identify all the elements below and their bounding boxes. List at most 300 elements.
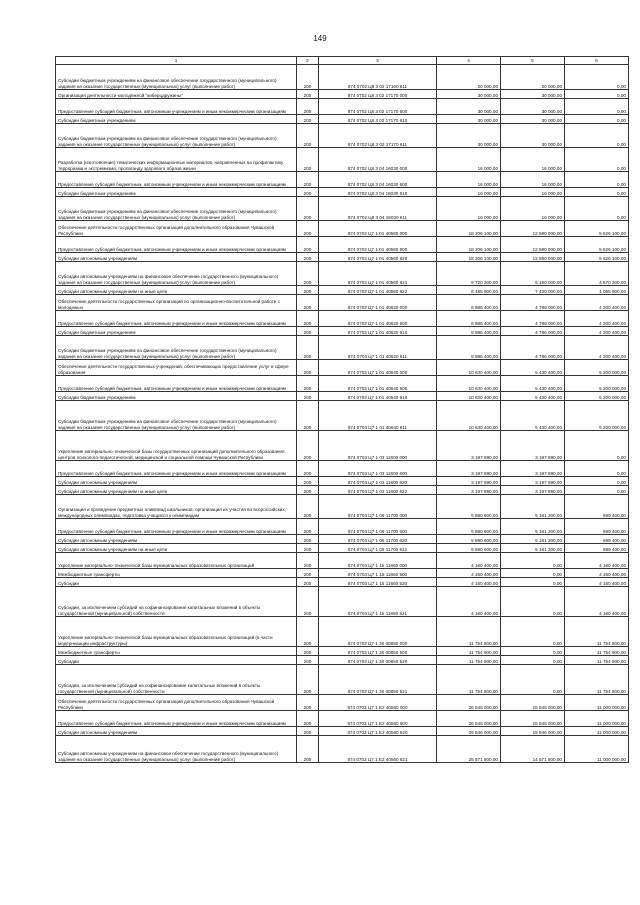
row-name-cell: Разработка (изготовление) тематических информационных материалов, направленных на профилактику терроризма и экстремизма, пропаганду здорового образа жизни	[56, 148, 297, 172]
row-name-cell: Субсидии автономным учреждениям на иные цели	[56, 286, 297, 295]
row-value1-cell: 4 160 400,00	[437, 569, 501, 578]
row-value2-cell: 4 786 000,00	[501, 295, 565, 311]
row-value3-cell: 11 000 000,00	[565, 695, 629, 711]
row-value1-cell: 30 000,00	[437, 90, 501, 99]
row-value1-cell: 10 630 400,00	[437, 360, 501, 376]
row-value1-cell: 10 630 400,00	[437, 401, 501, 431]
row-value2-cell: 3 197 690,00	[501, 486, 565, 495]
row-value3-cell: 0,00	[565, 188, 629, 197]
row-value3-cell: 4 160 400,00	[565, 578, 629, 587]
row-col2-cell: 200	[297, 99, 319, 115]
row-col2-cell: 200	[297, 477, 319, 486]
row-code-cell: 874 0703 Ц7 1 03 11600 600	[319, 461, 437, 477]
table-row	[56, 486, 629, 495]
row-code-cell: 874 0703 Ц7 1 03 11600 620	[319, 477, 437, 486]
row-col2-cell: 200	[297, 711, 319, 727]
row-value2-cell: 4 786 000,00	[501, 311, 565, 327]
row-col2-cell: 200	[297, 736, 319, 763]
row-value2-cell: 0,00	[501, 617, 565, 647]
row-col2-cell: 200	[297, 172, 319, 188]
table-row	[56, 495, 629, 519]
row-value2-cell: 5 150 000,00	[501, 262, 565, 286]
row-value1-cell: 5 880 600,00	[437, 519, 501, 535]
row-code-cell: 874 0702 Ц8 3 04 16030 600	[319, 172, 437, 188]
table-row	[56, 90, 629, 99]
row-value3-cell: 0,00	[565, 65, 629, 90]
row-value3-cell: 0,00	[565, 461, 629, 477]
row-col2-cell: 200	[297, 431, 319, 461]
row-code-cell: 874 0703 Ц7 1 06 11700 600	[319, 519, 437, 535]
row-value2-cell: 5 181 200,00	[501, 519, 565, 535]
row-name-cell: Обеспечение деятельности государственных организаций по организационно-воспитательной работе с молодежью	[56, 295, 297, 311]
table-row	[56, 360, 629, 376]
row-col2-cell: 200	[297, 295, 319, 311]
row-code-cell: 874 0703 Ц7 1 15 11660 500	[319, 569, 437, 578]
row-col2-cell: 200	[297, 237, 319, 253]
table-row	[56, 237, 629, 253]
row-code-cell: 874 0702 Ц8 3 02 17170 610	[319, 115, 437, 124]
row-col2-cell: 200	[297, 695, 319, 711]
row-code-cell: 874 0703 Ц7 1 01 40640 610	[319, 392, 437, 401]
row-value1-cell: 25 571 800,00	[437, 736, 501, 763]
row-value3-cell: 4 200 400,00	[565, 327, 629, 336]
row-name-cell: Предоставление субсидий бюджетным, автономным учреждениям и иным некоммерческим организациям	[56, 376, 297, 392]
row-name-cell: Субсидии автономным учреждениям на иные цели	[56, 486, 297, 495]
row-value1-cell: 11 754 600,00	[437, 656, 501, 665]
row-value2-cell: 16 000,00	[501, 188, 565, 197]
row-code-cell: 874 0703 Ц7 1 01 40620 611	[319, 336, 437, 360]
row-value2-cell: 4 786 000,00	[501, 327, 565, 336]
row-code-cell: 874 0702 Ц8 3 04 16030 000	[319, 148, 437, 172]
row-value2-cell: 3 197 690,00	[501, 431, 565, 461]
row-value3-cell: 0,00	[565, 115, 629, 124]
row-value3-cell: 11 754 600,00	[565, 665, 629, 695]
row-value2-cell: 16 000,00	[501, 197, 565, 221]
row-code-cell: 874 0703 Ц7 1 01 40640 611	[319, 401, 437, 431]
row-value3-cell: 11 754 600,00	[565, 617, 629, 647]
row-name-cell: Субсидии, за исключением субсидий на софинансирование капитальных вложений в объекты государственной (муниципальной) собственности	[56, 587, 297, 617]
row-value3-cell: 11 000 000,00	[565, 727, 629, 736]
row-name-cell: Укрепление материально-технической базы государственных организаций дополнительного образования, центров психолого-педагогической, медицинской и социальной помощи Чувашской Республики	[56, 431, 297, 461]
row-col2-cell: 200	[297, 90, 319, 99]
row-value1-cell: 26 846 000,00	[437, 711, 501, 727]
row-value2-cell: 5 430 400,00	[501, 360, 565, 376]
row-value1-cell: 5 880 600,00	[437, 535, 501, 544]
table-row	[56, 262, 629, 286]
row-code-cell: 874 0703 Ц7 1 Е2 40560 621	[319, 736, 437, 763]
table-row	[56, 569, 629, 578]
row-code-cell: 874 0703 Ц7 1 30 00850 000	[319, 617, 437, 647]
row-code-cell: 874 0703 Ц7 1 30 00850 500	[319, 647, 437, 656]
row-name-cell: Субсидии бюджетным учреждениям	[56, 327, 297, 336]
table-row	[56, 544, 629, 553]
row-name-cell: Обеспечение деятельности государственных учреждений, обеспечивающих предоставление услуг в сфере образования	[56, 360, 297, 376]
row-col2-cell: 200	[297, 401, 319, 431]
table-row	[56, 392, 629, 401]
row-col2-cell: 200	[297, 188, 319, 197]
header-cell: 6	[565, 57, 629, 65]
row-value2-cell: 12 580 000,00	[501, 237, 565, 253]
row-value1-cell: 8 986 400,00	[437, 311, 501, 327]
row-name-cell: Укрепление материально-технической базы муниципальных образовательных организаций (в части модернизации инфраструктуры)	[56, 617, 297, 647]
row-col2-cell: 200	[297, 148, 319, 172]
row-col2-cell: 200	[297, 569, 319, 578]
row-value2-cell: 12 580 000,00	[501, 253, 565, 262]
row-code-cell: 874 0703 Ц7 1 01 40620 000	[319, 295, 437, 311]
row-col2-cell: 200	[297, 617, 319, 647]
row-value2-cell: 0,00	[501, 587, 565, 617]
table-row	[56, 172, 629, 188]
row-col2-cell: 200	[297, 587, 319, 617]
row-code-cell: 874 0702 Ц8 3 04 16030 610	[319, 188, 437, 197]
table-row	[56, 711, 629, 727]
row-name-cell: Субсидии автономным учреждениям	[56, 727, 297, 736]
row-code-cell: 874 0703 Ц7 1 Е2 40560 620	[319, 727, 437, 736]
row-code-cell: 874 0703 Ц7 1 15 11660 521	[319, 587, 437, 617]
row-value2-cell: 30 000,00	[501, 115, 565, 124]
row-name-cell: Предоставление субсидий бюджетным, автономным учреждениям и иным некоммерческим организациям	[56, 461, 297, 477]
row-value3-cell: 0,00	[565, 99, 629, 115]
row-name-cell: Организация и проведение предметных олимпиад школьников, организация их участия во всероссийских, международных олимпиадах, подготовка учащихся к олимпиадам	[56, 495, 297, 519]
row-col2-cell: 200	[297, 519, 319, 535]
table-row	[56, 99, 629, 115]
row-name-cell: Субсидии	[56, 578, 297, 587]
row-code-cell: 874 0703 Ц7 1 15 11660 000	[319, 553, 437, 569]
row-code-cell: 874 0703 Ц7 1 01 40560 600	[319, 237, 437, 253]
row-code-cell: 874 0703 Ц7 1 06 11700 000	[319, 495, 437, 519]
table-row	[56, 727, 629, 736]
row-name-cell: Субсидии автономным учреждениям на финансовое обеспечение государственного (муниципального) задания на оказание государственных (муниципальных) услуг (выполнение работ)	[56, 262, 297, 286]
row-col2-cell: 200	[297, 578, 319, 587]
row-col2-cell: 200	[297, 197, 319, 221]
table-row	[56, 115, 629, 124]
row-name-cell: Предоставление субсидий бюджетным, автономным учреждениям и иным некоммерческим организациям	[56, 519, 297, 535]
row-value1-cell: 4 160 400,00	[437, 587, 501, 617]
row-name-cell: Субсидии автономным учреждениям на иные цели	[56, 544, 297, 553]
row-name-cell: Субсидии бюджетным учреждениям на финансовое обеспечение государственного (муниципального) задания на оказание государственных (муниципальных) услуг (выполнение работ)	[56, 65, 297, 90]
table-row	[56, 553, 629, 569]
table-row	[56, 327, 629, 336]
row-value3-cell: 4 570 200,00	[565, 262, 629, 286]
table-row	[56, 65, 629, 90]
row-value2-cell: 5 181 200,00	[501, 535, 565, 544]
row-col2-cell: 200	[297, 115, 319, 124]
row-value3-cell: 11 754 600,00	[565, 656, 629, 665]
row-col2-cell: 200	[297, 253, 319, 262]
row-name-cell: Субсидии бюджетным учреждениям на финансовое обеспечение государственного (муниципального) задания на оказание государственных (муниципальных) услуг (выполнение работ)	[56, 401, 297, 431]
row-value2-cell: 15 846 000,00	[501, 695, 565, 711]
row-col2-cell: 200	[297, 327, 319, 336]
row-value1-cell: 30 000,00	[437, 99, 501, 115]
row-name-cell: Обеспечение деятельности государственных организаций дополнительного образования Чувашской Республики	[56, 221, 297, 237]
row-value1-cell: 16 000,00	[437, 172, 501, 188]
row-col2-cell: 200	[297, 124, 319, 148]
row-value1-cell: 5 880 600,00	[437, 544, 501, 553]
row-value3-cell: 5 200 000,00	[565, 401, 629, 431]
row-code-cell: 874 0703 Ц7 1 06 11700 622	[319, 544, 437, 553]
row-value3-cell: 0,00	[565, 172, 629, 188]
table-row	[56, 311, 629, 327]
row-value3-cell: 699 400,00	[565, 535, 629, 544]
row-name-cell: Предоставление субсидий бюджетным, автономным учреждениям и иным некоммерческим организациям	[56, 237, 297, 253]
row-value2-cell: 20 000,00	[501, 65, 565, 90]
row-value1-cell: 8 986 400,00	[437, 327, 501, 336]
row-value1-cell: 16 000,00	[437, 148, 501, 172]
row-name-cell: Субсидии бюджетным учреждениям на финансовое обеспечение государственного (муниципального) задания на оказание государственных (муниципальных) услуг (выполнение работ)	[56, 197, 297, 221]
row-code-cell: 874 0703 Ц7 1 03 11600 000	[319, 431, 437, 461]
row-name-cell: Субсидии автономным учреждениям на финансовое обеспечение государственного (муниципального) задания на оказание государственных (муниципальных) услуг (выполнение работ)	[56, 736, 297, 763]
row-name-cell: Межбюджетные трансферты	[56, 569, 297, 578]
row-col2-cell: 200	[297, 544, 319, 553]
row-value1-cell: 4 160 400,00	[437, 578, 501, 587]
row-code-cell: 874 0703 Ц7 1 01 40620 610	[319, 327, 437, 336]
row-value2-cell: 15 846 000,00	[501, 711, 565, 727]
table-row	[56, 519, 629, 535]
row-code-cell: 874 0703 Ц7 1 30 00850 520	[319, 656, 437, 665]
row-code-cell: 874 0703 Ц7 1 Е2 40560 000	[319, 695, 437, 711]
row-name-cell: Субсидии, за исключением субсидий на софинансирование капитальных вложений в объекты государственной (муниципальной) собственности	[56, 665, 297, 695]
row-value2-cell: 5 430 400,00	[501, 376, 565, 392]
table-row	[56, 647, 629, 656]
row-name-cell: Субсидии бюджетным учреждениям	[56, 392, 297, 401]
table-row	[56, 431, 629, 461]
row-value3-cell: 0,00	[565, 431, 629, 461]
row-value1-cell: 20 000,00	[437, 65, 501, 90]
row-value1-cell: 8 986 400,00	[437, 295, 501, 311]
row-value3-cell: 5 626 100,00	[565, 253, 629, 262]
row-value3-cell: 5 626 100,00	[565, 237, 629, 253]
row-value3-cell: 0,00	[565, 477, 629, 486]
header-cell: 3	[319, 57, 437, 65]
row-code-cell: 874 0702 Ц8 3 02 17170 600	[319, 99, 437, 115]
row-col2-cell: 200	[297, 535, 319, 544]
row-value1-cell: 3 197 690,00	[437, 486, 501, 495]
row-value3-cell: 4 200 400,00	[565, 295, 629, 311]
table-row	[56, 461, 629, 477]
row-value1-cell: 9 720 200,00	[437, 262, 501, 286]
row-code-cell: 874 0703 Ц7 1 01 40640 000	[319, 360, 437, 376]
row-value1-cell: 16 000,00	[437, 188, 501, 197]
row-name-cell: Субсидии	[56, 656, 297, 665]
row-code-cell: 874 0702 Ц8 3 02 17170 000	[319, 90, 437, 99]
row-code-cell: 874 0703 Ц7 1 01 40560 620	[319, 253, 437, 262]
table-row	[56, 587, 629, 617]
row-value1-cell: 18 206 100,00	[437, 237, 501, 253]
table-row	[56, 578, 629, 587]
row-value3-cell: 4 200 400,00	[565, 311, 629, 327]
row-name-cell: Субсидии автономным учреждениям	[56, 535, 297, 544]
row-value1-cell: 11 754 600,00	[437, 647, 501, 656]
row-value1-cell: 18 206 100,00	[437, 221, 501, 237]
row-col2-cell: 200	[297, 221, 319, 237]
row-code-cell: 874 0702 Ц8 3 02 17160 611	[319, 65, 437, 90]
table-row	[56, 188, 629, 197]
row-value1-cell: 30 000,00	[437, 124, 501, 148]
row-code-cell: 874 0703 Ц7 1 03 11600 622	[319, 486, 437, 495]
row-value1-cell: 3 197 690,00	[437, 477, 501, 486]
row-col2-cell: 200	[297, 553, 319, 569]
row-value1-cell: 30 000,00	[437, 115, 501, 124]
row-value2-cell: 0,00	[501, 647, 565, 656]
row-value3-cell: 699 400,00	[565, 519, 629, 535]
row-value2-cell: 5 430 400,00	[501, 401, 565, 431]
row-value3-cell: 699 400,00	[565, 495, 629, 519]
table-row	[56, 736, 629, 763]
row-name-cell: Межбюджетные трансферты	[56, 647, 297, 656]
row-code-cell: 874 0702 Ц8 3 02 17170 611	[319, 124, 437, 148]
row-value1-cell: 26 846 000,00	[437, 727, 501, 736]
header-cell: 1	[56, 57, 297, 65]
budget-table	[55, 56, 629, 763]
table-body	[56, 65, 629, 763]
row-value2-cell: 0,00	[501, 578, 565, 587]
page-number: 149	[313, 34, 327, 43]
row-value3-cell: 5 626 100,00	[565, 221, 629, 237]
row-name-cell: Обеспечение деятельности государственных организаций дополнительного образования Чувашской Республики	[56, 695, 297, 711]
table-row	[56, 656, 629, 665]
row-code-cell: 874 0703 Ц7 1 01 40640 600	[319, 376, 437, 392]
row-value3-cell: 1 055 900,00	[565, 286, 629, 295]
row-value2-cell: 0,00	[501, 553, 565, 569]
row-value1-cell: 3 197 690,00	[437, 461, 501, 477]
row-value2-cell: 4 786 000,00	[501, 336, 565, 360]
row-col2-cell: 200	[297, 665, 319, 695]
row-value1-cell: 8 485 900,00	[437, 286, 501, 295]
table-row	[56, 617, 629, 647]
row-col2-cell: 200	[297, 727, 319, 736]
row-value3-cell: 11 000 000,00	[565, 736, 629, 763]
row-value3-cell: 0,00	[565, 124, 629, 148]
row-value3-cell: 699 400,00	[565, 544, 629, 553]
row-value1-cell: 16 000,00	[437, 197, 501, 221]
row-value3-cell: 4 160 400,00	[565, 587, 629, 617]
row-value3-cell: 0,00	[565, 486, 629, 495]
row-value3-cell: 0,00	[565, 197, 629, 221]
table-row	[56, 124, 629, 148]
row-value2-cell: 5 181 200,00	[501, 495, 565, 519]
row-code-cell: 874 0703 Ц7 1 01 40620 600	[319, 311, 437, 327]
row-code-cell: 874 0703 Ц7 1 15 11660 520	[319, 578, 437, 587]
table-row	[56, 286, 629, 295]
table-row	[56, 221, 629, 237]
row-value1-cell: 10 630 400,00	[437, 376, 501, 392]
row-value1-cell: 18 206 100,00	[437, 253, 501, 262]
row-value1-cell: 3 197 690,00	[437, 431, 501, 461]
row-value1-cell: 11 754 600,00	[437, 665, 501, 695]
table-row	[56, 336, 629, 360]
row-value3-cell: 0,00	[565, 148, 629, 172]
row-code-cell: 874 0703 Ц7 1 Е2 40560 600	[319, 711, 437, 727]
row-col2-cell: 200	[297, 360, 319, 376]
row-value2-cell: 30 000,00	[501, 99, 565, 115]
row-name-cell: Субсидии бюджетным учреждениям на финансовое обеспечение государственного (муниципального) задания на оказание государственных (муниципальных) услуг (выполнение работ)	[56, 124, 297, 148]
row-value1-cell: 11 754 600,00	[437, 617, 501, 647]
row-code-cell: 874 0703 Ц7 1 06 11700 620	[319, 535, 437, 544]
row-col2-cell: 200	[297, 262, 319, 286]
header-row	[56, 57, 629, 65]
table-row	[56, 197, 629, 221]
row-value2-cell: 3 197 690,00	[501, 477, 565, 486]
row-value2-cell: 30 000,00	[501, 90, 565, 99]
row-col2-cell: 200	[297, 286, 319, 295]
row-col2-cell: 200	[297, 376, 319, 392]
row-name-cell: Предоставление субсидий бюджетным, автономным учреждениям и иным некоммерческим организациям	[56, 711, 297, 727]
row-code-cell: 874 0703 Ц7 1 01 40560 621	[319, 262, 437, 286]
row-col2-cell: 200	[297, 647, 319, 656]
row-value2-cell: 16 000,00	[501, 172, 565, 188]
row-col2-cell: 200	[297, 392, 319, 401]
row-name-cell: Субсидии бюджетным учреждениям на финансовое обеспечение государственного (муниципального) задания на оказание государственных (муниципальных) услуг (выполнение работ)	[56, 336, 297, 360]
row-value3-cell: 11 000 000,00	[565, 711, 629, 727]
row-value1-cell: 10 630 400,00	[437, 392, 501, 401]
row-value2-cell: 7 430 000,00	[501, 286, 565, 295]
header-cell: 5	[501, 57, 565, 65]
row-name-cell: Организация деятельности молодежной "киберцдружины"	[56, 90, 297, 99]
header-cell: 4	[437, 57, 501, 65]
row-value3-cell: 11 754 600,00	[565, 647, 629, 656]
row-col2-cell: 200	[297, 336, 319, 360]
row-name-cell: Субсидии автономным учреждениям	[56, 477, 297, 486]
row-value2-cell: 5 430 400,00	[501, 392, 565, 401]
row-value2-cell: 0,00	[501, 656, 565, 665]
row-name-cell: Субсидии автономным учреждениям	[56, 253, 297, 262]
row-value3-cell: 5 200 000,00	[565, 360, 629, 376]
row-code-cell: 874 0703 Ц7 1 01 40560 000	[319, 221, 437, 237]
row-name-cell: Предоставление субсидий бюджетным, автономным учреждениям и иным некоммерческим организациям	[56, 99, 297, 115]
table-row	[56, 401, 629, 431]
row-value2-cell: 3 197 690,00	[501, 461, 565, 477]
table-row	[56, 535, 629, 544]
header-cell: 2	[297, 57, 319, 65]
row-value1-cell: 5 880 600,00	[437, 495, 501, 519]
row-value2-cell: 16 000,00	[501, 148, 565, 172]
row-col2-cell: 200	[297, 311, 319, 327]
row-col2-cell: 200	[297, 65, 319, 90]
row-value1-cell: 4 160 400,00	[437, 553, 501, 569]
row-col2-cell: 200	[297, 461, 319, 477]
row-code-cell: 874 0703 Ц7 1 30 00850 521	[319, 665, 437, 695]
row-value2-cell: 12 580 000,00	[501, 221, 565, 237]
row-value1-cell: 26 846 000,00	[437, 695, 501, 711]
row-value2-cell: 0,00	[501, 665, 565, 695]
table-row	[56, 695, 629, 711]
row-value3-cell: 4 160 400,00	[565, 569, 629, 578]
row-name-cell: Субсидии бюджетным учреждениям	[56, 115, 297, 124]
table-row	[56, 295, 629, 311]
row-value2-cell: 15 846 000,00	[501, 727, 565, 736]
table-row	[56, 477, 629, 486]
row-value3-cell: 0,00	[565, 90, 629, 99]
row-value3-cell: 5 200 000,00	[565, 376, 629, 392]
row-value1-cell: 8 986 400,00	[437, 336, 501, 360]
row-value2-cell: 0,00	[501, 569, 565, 578]
row-col2-cell: 200	[297, 656, 319, 665]
row-col2-cell: 200	[297, 495, 319, 519]
table-row	[56, 148, 629, 172]
table-row	[56, 253, 629, 262]
row-value3-cell: 4 160 400,00	[565, 553, 629, 569]
row-name-cell: Укрепление материально-технической базы муниципальных образовательных организаций	[56, 553, 297, 569]
row-col2-cell: 200	[297, 486, 319, 495]
row-name-cell: Предоставление субсидий бюджетным, автономным учреждениям и иным некоммерческим организациям	[56, 172, 297, 188]
row-value2-cell: 5 181 200,00	[501, 544, 565, 553]
row-code-cell: 874 0702 Ц8 3 04 16030 611	[319, 197, 437, 221]
row-code-cell: 874 0703 Ц7 1 01 40560 622	[319, 286, 437, 295]
row-value3-cell: 5 200 000,00	[565, 392, 629, 401]
table-row	[56, 665, 629, 695]
row-value3-cell: 4 200 400,00	[565, 336, 629, 360]
table-row	[56, 376, 629, 392]
